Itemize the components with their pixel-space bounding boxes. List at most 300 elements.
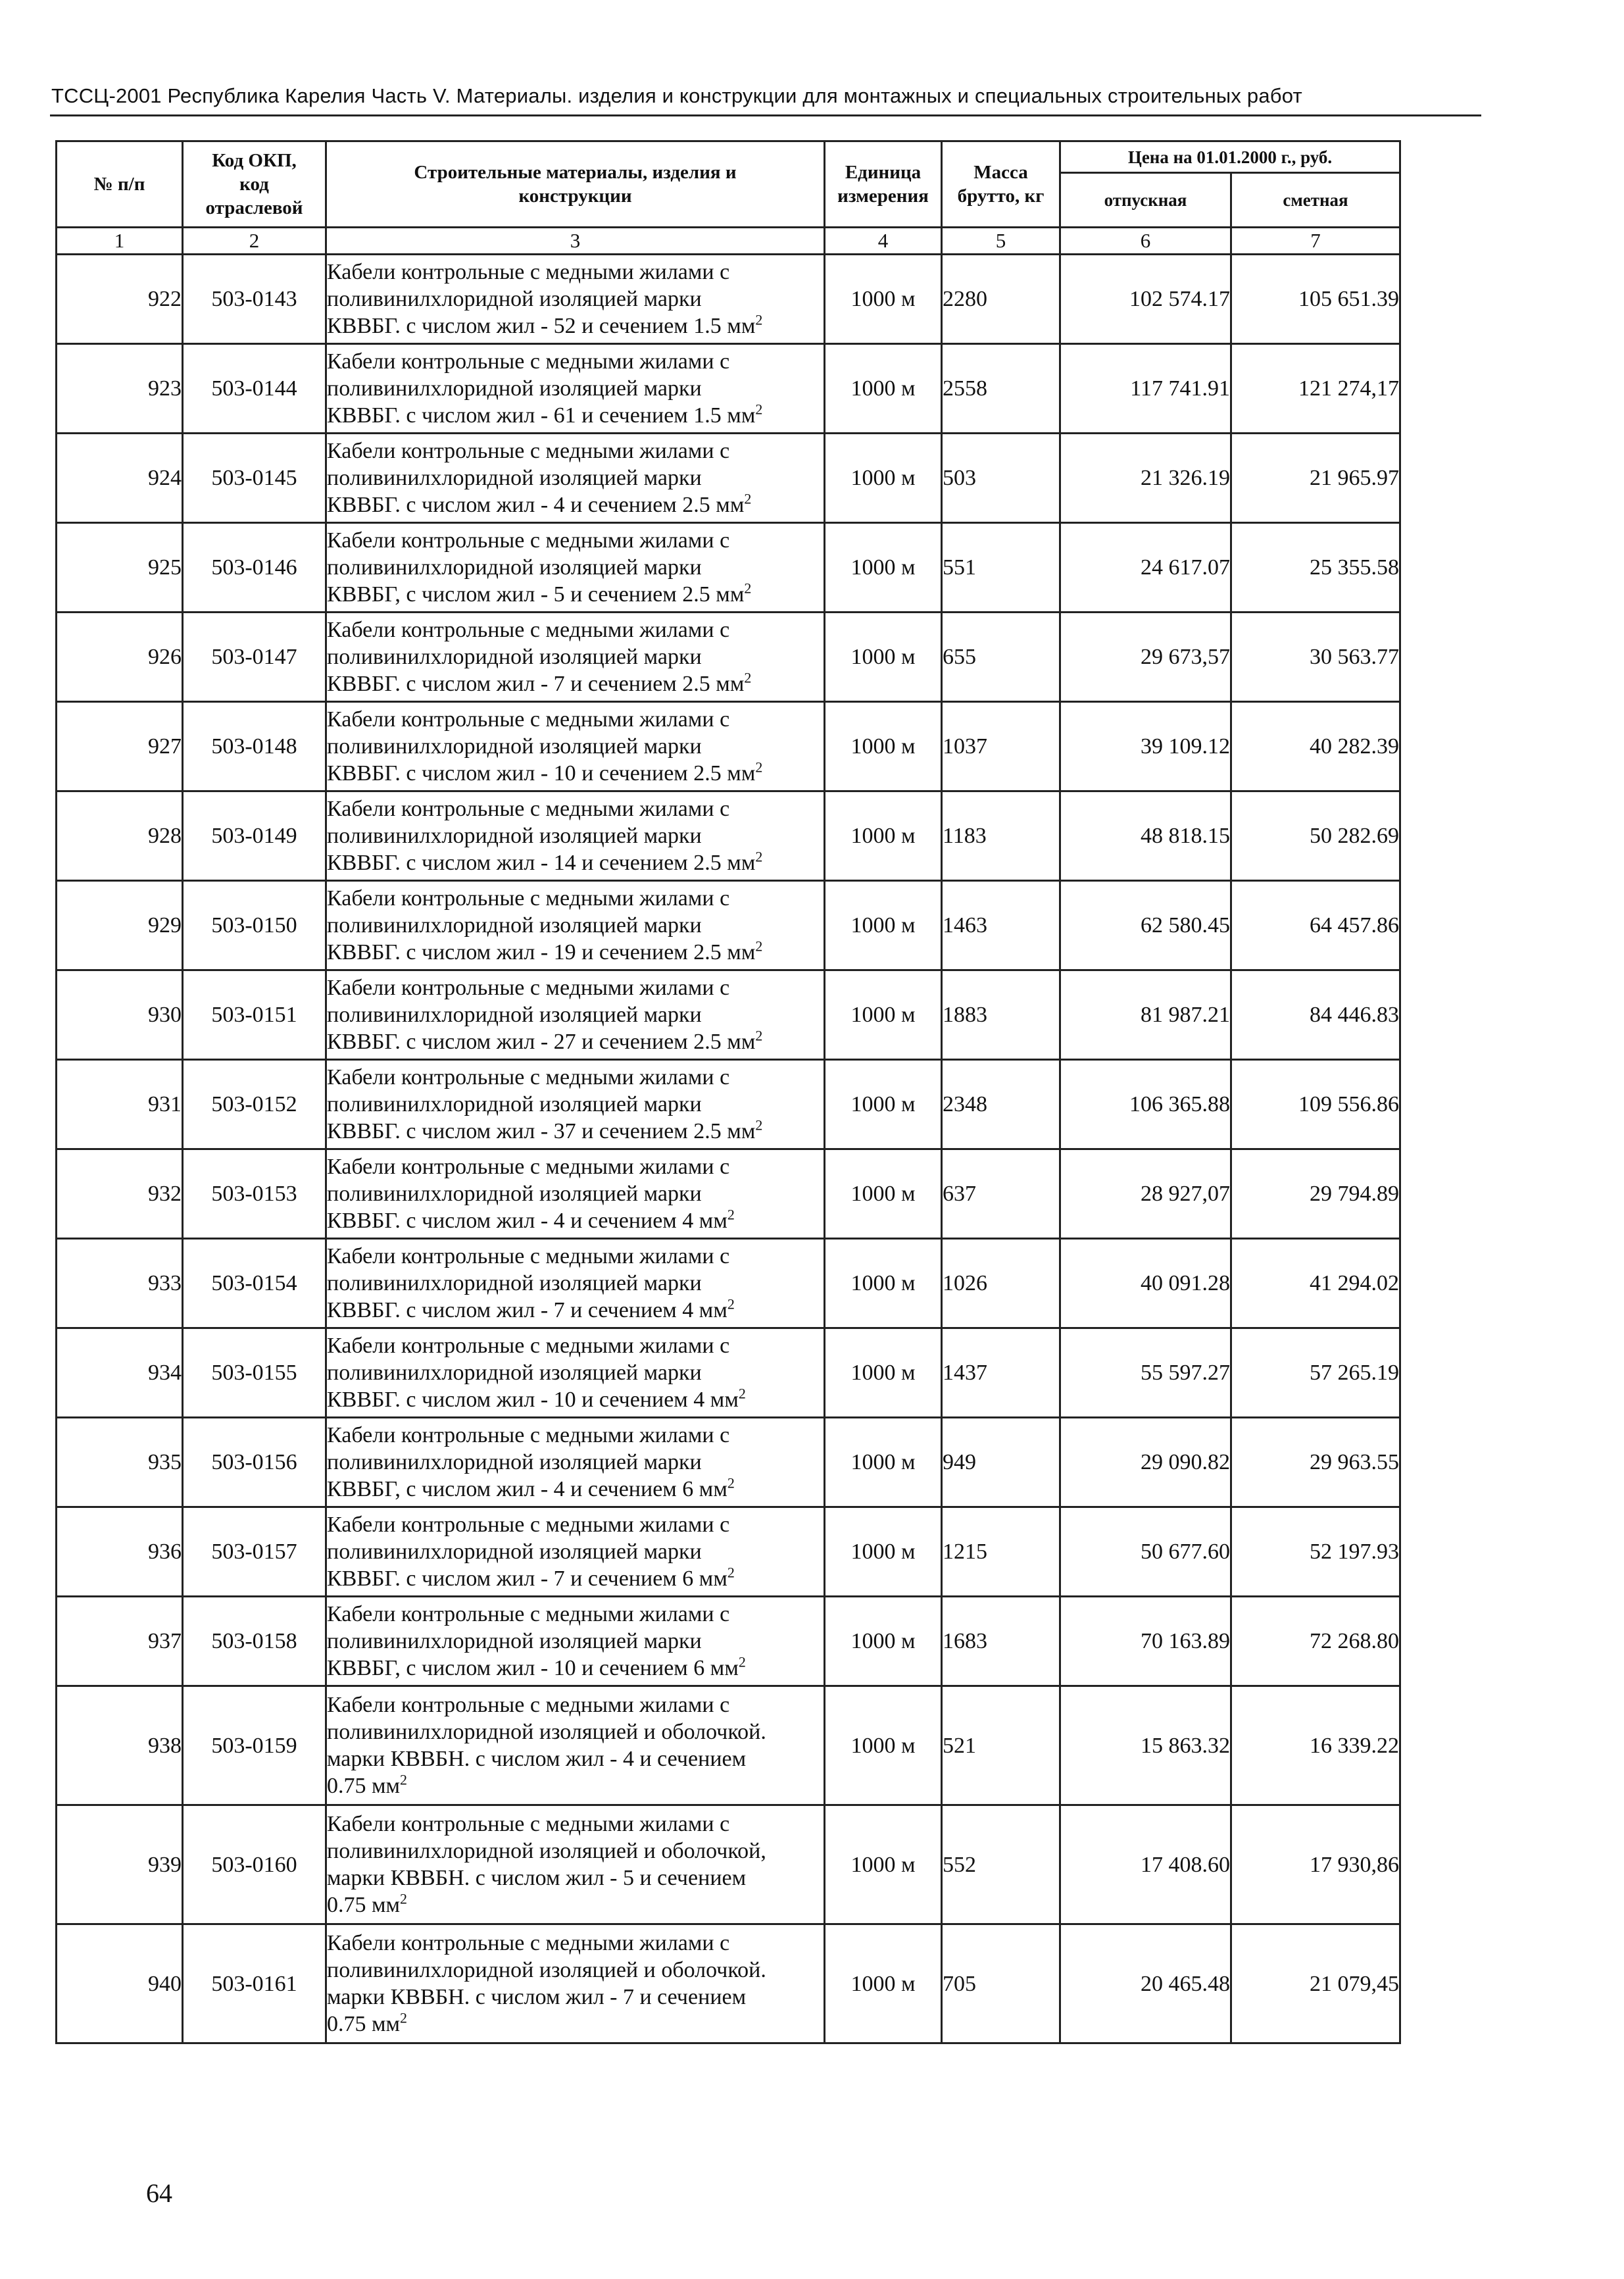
unit-of-measure: 1000 м xyxy=(825,1597,942,1686)
column-number-row xyxy=(57,228,1400,255)
description-text: КВВБГ. с числом жил - 52 и сечением 1.5 мм xyxy=(327,314,756,338)
okp-code: 503-0157 xyxy=(183,1507,326,1597)
description-text: КВВБГ. с числом жил - 10 и сечением 4 мм xyxy=(327,1388,739,1412)
description-text: поливинилхлоридной изоляцией марки xyxy=(327,376,702,401)
unit-of-measure: 1000 м xyxy=(825,1328,942,1418)
description-line xyxy=(327,1449,824,1476)
description-text: Кабели контрольные с медными жилами с xyxy=(327,886,730,911)
description-text: 0.75 мм xyxy=(327,1774,401,1798)
material-description xyxy=(326,1805,825,1924)
release-price: 24 617.07 xyxy=(1060,523,1231,613)
table-row xyxy=(57,1507,1400,1597)
estimate-price: 57 265.19 xyxy=(1231,1328,1400,1418)
page-number: 64 xyxy=(146,2178,172,2208)
table-row xyxy=(57,1597,1400,1686)
row-number: 923 xyxy=(57,344,183,434)
release-price: 21 326.19 xyxy=(1060,434,1231,523)
estimate-price: 52 197.93 xyxy=(1231,1507,1400,1597)
gross-mass: 1463 xyxy=(942,881,1060,970)
description-line xyxy=(327,1655,824,1682)
gross-mass: 1883 xyxy=(942,970,1060,1060)
table-row xyxy=(57,881,1400,970)
unit-superscript: 2 xyxy=(744,669,752,686)
description-line xyxy=(327,1957,824,1984)
material-description xyxy=(326,1924,825,2043)
estimate-price: 105 651.39 xyxy=(1231,255,1400,344)
unit-of-measure: 1000 м xyxy=(825,791,942,881)
gross-mass: 551 xyxy=(942,523,1060,613)
gross-mass: 949 xyxy=(942,1418,1060,1507)
okp-code: 503-0154 xyxy=(183,1239,326,1328)
description-line xyxy=(327,581,824,608)
description-text: Кабели контрольные с медными жилами с xyxy=(327,260,730,284)
description-text: поливинилхлоридной изоляцией марки xyxy=(327,1092,702,1116)
description-text: поливинилхлоридной изоляцией марки xyxy=(327,1629,702,1653)
estimate-price: 41 294.02 xyxy=(1231,1239,1400,1328)
gross-mass: 503 xyxy=(942,434,1060,523)
description-text: Кабели контрольные с медными жилами с xyxy=(327,1602,730,1626)
description-line xyxy=(327,795,824,822)
material-description xyxy=(326,1149,825,1239)
unit-superscript: 2 xyxy=(744,490,752,507)
gross-mass: 705 xyxy=(942,1924,1060,2043)
description-text: Кабели контрольные с медными жилами с xyxy=(327,439,730,463)
col-header-materials xyxy=(326,141,825,228)
estimate-price: 16 339.22 xyxy=(1231,1686,1400,1805)
estimate-price: 109 556.86 xyxy=(1231,1060,1400,1149)
okp-code: 503-0158 xyxy=(183,1597,326,1686)
table-body xyxy=(57,255,1400,2043)
description-line xyxy=(327,1064,824,1091)
description-line xyxy=(327,822,824,849)
description-text: поливинилхлоридной изоляцией марки xyxy=(327,287,702,311)
unit-superscript: 2 xyxy=(738,1653,746,1670)
table-row xyxy=(57,255,1400,344)
release-price: 15 863.32 xyxy=(1060,1686,1231,1805)
row-number: 925 xyxy=(57,523,183,613)
description-line xyxy=(327,1601,824,1628)
table-row xyxy=(57,1686,1400,1805)
material-description xyxy=(326,1686,825,1805)
description-text: КВВБГ. с числом жил - 10 и сечением 2.5 мм xyxy=(327,761,756,786)
col-header-price-group: Цена на 01.01.2000 г., руб. xyxy=(1060,141,1400,173)
description-line xyxy=(327,1476,824,1503)
row-number: 940 xyxy=(57,1924,183,2043)
estimate-price: 17 930,86 xyxy=(1231,1805,1400,1924)
okp-code: 503-0155 xyxy=(183,1328,326,1418)
description-text: КВВБГ. с числом жил - 61 и сечением 1.5 мм xyxy=(327,403,756,428)
unit-superscript: 2 xyxy=(738,1385,746,1402)
description-line xyxy=(327,1838,824,1865)
description-text: поливинилхлоридной изоляцией марки xyxy=(327,1003,702,1027)
release-price: 102 574.17 xyxy=(1060,255,1231,344)
row-number: 939 xyxy=(57,1805,183,1924)
description-text: КВВБГ. с числом жил - 4 и сечением 2.5 мм xyxy=(327,493,745,517)
description-line xyxy=(327,1691,824,1718)
unit-of-measure: 1000 м xyxy=(825,613,942,702)
description-text: КВВБГ, с числом жил - 4 и сечением 6 мм xyxy=(327,1477,727,1501)
description-line xyxy=(327,1565,824,1592)
estimate-price: 21 079,45 xyxy=(1231,1924,1400,2043)
document-header: ТССЦ-2001 Республика Карелия Часть V. Материалы. изделия и конструкции для монтажных и специальных строительных работ xyxy=(51,84,1302,107)
material-description xyxy=(326,1239,825,1328)
table-row xyxy=(57,434,1400,523)
estimate-price: 121 274,17 xyxy=(1231,344,1400,434)
description-text: поливинилхлоридной изоляцией и оболочкой, xyxy=(327,1839,766,1863)
release-price: 55 597.27 xyxy=(1060,1328,1231,1418)
description-line xyxy=(327,286,824,313)
col-header-materials-line: Строительные материалы, изделия и xyxy=(414,162,737,183)
release-price: 20 465.48 xyxy=(1060,1924,1231,2043)
gross-mass: 1026 xyxy=(942,1239,1060,1328)
unit-superscript: 2 xyxy=(755,848,763,865)
release-price: 29 673,57 xyxy=(1060,613,1231,702)
unit-superscript: 2 xyxy=(755,759,763,776)
estimate-price: 72 268.80 xyxy=(1231,1597,1400,1686)
description-text: КВВБГ. с числом жил - 7 и сечением 2.5 мм xyxy=(327,672,745,696)
col-header-unit xyxy=(825,141,942,228)
description-text: 0.75 мм xyxy=(327,1893,401,1917)
description-line xyxy=(327,1718,824,1745)
description-text: КВВБГ. с числом жил - 4 и сечением 4 мм xyxy=(327,1209,727,1233)
description-line xyxy=(327,1243,824,1270)
okp-code: 503-0147 xyxy=(183,613,326,702)
description-text: КВВБГ. с числом жил - 7 и сечением 4 мм xyxy=(327,1298,727,1322)
material-description xyxy=(326,1418,825,1507)
col-header-mass-line: брутто, кг xyxy=(957,186,1045,207)
description-line xyxy=(327,1628,824,1655)
row-number: 933 xyxy=(57,1239,183,1328)
description-line xyxy=(327,1930,824,1957)
description-line xyxy=(327,554,824,581)
material-description xyxy=(326,791,825,881)
gross-mass: 1215 xyxy=(942,1507,1060,1597)
col-header-okp-code xyxy=(183,141,326,228)
unit-superscript: 2 xyxy=(400,1771,408,1788)
table-row xyxy=(57,1805,1400,1924)
description-line xyxy=(327,1207,824,1234)
unit-superscript: 2 xyxy=(727,1206,735,1223)
release-price: 106 365.88 xyxy=(1060,1060,1231,1149)
col-header-number: № п/п xyxy=(57,141,183,228)
col-header-okp-line: отраслевой xyxy=(205,197,303,218)
description-line xyxy=(327,616,824,643)
description-text: поливинилхлоридной изоляцией марки xyxy=(327,555,702,580)
description-line xyxy=(327,706,824,733)
okp-code: 503-0146 xyxy=(183,523,326,613)
table-row xyxy=(57,344,1400,434)
description-line xyxy=(327,491,824,518)
table-row xyxy=(57,702,1400,791)
description-text: Кабели контрольные с медными жилами с xyxy=(327,1423,730,1447)
row-number: 936 xyxy=(57,1507,183,1597)
description-line xyxy=(327,885,824,912)
table-row xyxy=(57,613,1400,702)
unit-superscript: 2 xyxy=(400,1890,408,1907)
description-text: поливинилхлоридной изоляцией марки xyxy=(327,645,702,669)
description-text: Кабели контрольные с медными жилами с xyxy=(327,1812,730,1836)
description-line xyxy=(327,733,824,760)
unit-of-measure: 1000 м xyxy=(825,344,942,434)
row-number: 932 xyxy=(57,1149,183,1239)
table-row xyxy=(57,523,1400,613)
column-number: 3 xyxy=(326,228,825,255)
okp-code: 503-0160 xyxy=(183,1805,326,1924)
material-description xyxy=(326,881,825,970)
description-line xyxy=(327,1811,824,1838)
description-text: КВВБГ. с числом жил - 27 и сечением 2.5 мм xyxy=(327,1030,756,1054)
release-price: 29 090.82 xyxy=(1060,1418,1231,1507)
okp-code: 503-0156 xyxy=(183,1418,326,1507)
description-text: поливинилхлоридной изоляцией и оболочкой. xyxy=(327,1958,766,1982)
unit-of-measure: 1000 м xyxy=(825,1924,942,2043)
gross-mass: 2348 xyxy=(942,1060,1060,1149)
description-line xyxy=(327,974,824,1001)
gross-mass: 521 xyxy=(942,1686,1060,1805)
description-line xyxy=(327,1386,824,1413)
unit-of-measure: 1000 м xyxy=(825,1507,942,1597)
col-header-unit-line: Единица xyxy=(845,162,922,183)
description-text: поливинилхлоридной изоляцией марки xyxy=(327,466,702,490)
table-row xyxy=(57,970,1400,1060)
estimate-price: 29 794.89 xyxy=(1231,1149,1400,1239)
unit-superscript: 2 xyxy=(755,1027,763,1044)
description-text: 0.75 мм xyxy=(327,2012,401,2036)
description-line xyxy=(327,375,824,402)
description-line xyxy=(327,1001,824,1028)
description-text: марки КВВБН. с числом жил - 7 и сечением xyxy=(327,1985,747,2009)
description-text: поливинилхлоридной изоляцией марки xyxy=(327,1271,702,1295)
description-line xyxy=(327,438,824,464)
release-price: 48 818.15 xyxy=(1060,791,1231,881)
description-line xyxy=(327,1180,824,1207)
table-row xyxy=(57,1328,1400,1418)
column-number: 2 xyxy=(183,228,326,255)
unit-superscript: 2 xyxy=(400,2009,408,2026)
release-price: 62 580.45 xyxy=(1060,881,1231,970)
gross-mass: 637 xyxy=(942,1149,1060,1239)
description-line xyxy=(327,402,824,429)
description-text: Кабели контрольные с медными жилами с xyxy=(327,1155,730,1179)
okp-code: 503-0151 xyxy=(183,970,326,1060)
unit-superscript: 2 xyxy=(727,1474,735,1491)
okp-code: 503-0149 xyxy=(183,791,326,881)
description-line xyxy=(327,527,824,554)
okp-code: 503-0150 xyxy=(183,881,326,970)
table-row xyxy=(57,1239,1400,1328)
okp-code: 503-0144 xyxy=(183,344,326,434)
description-line xyxy=(327,1028,824,1055)
description-text: КВВБГ. с числом жил - 14 и сечением 2.5 мм xyxy=(327,851,756,875)
row-number: 938 xyxy=(57,1686,183,1805)
unit-superscript: 2 xyxy=(755,401,763,418)
table-row xyxy=(57,1149,1400,1239)
description-text: КВВБГ, с числом жил - 5 и сечением 2.5 мм xyxy=(327,582,745,607)
material-description xyxy=(326,344,825,434)
okp-code: 503-0145 xyxy=(183,434,326,523)
description-text: КВВБГ. с числом жил - 19 и сечением 2.5 мм xyxy=(327,940,756,964)
material-description xyxy=(326,523,825,613)
description-text: Кабели контрольные с медными жилами с xyxy=(327,618,730,642)
material-description xyxy=(326,255,825,344)
material-description xyxy=(326,1060,825,1149)
material-description xyxy=(326,434,825,523)
estimate-price: 40 282.39 xyxy=(1231,702,1400,791)
description-text: Кабели контрольные с медными жилами с xyxy=(327,349,730,374)
row-number: 930 xyxy=(57,970,183,1060)
description-line xyxy=(327,939,824,966)
okp-code: 503-0152 xyxy=(183,1060,326,1149)
description-text: Кабели контрольные с медными жилами с xyxy=(327,1065,730,1089)
estimate-price: 84 446.83 xyxy=(1231,970,1400,1060)
unit-of-measure: 1000 м xyxy=(825,523,942,613)
estimate-price: 50 282.69 xyxy=(1231,791,1400,881)
row-number: 928 xyxy=(57,791,183,881)
col-header-estimate-price: сметная xyxy=(1231,173,1400,228)
description-text: Кабели контрольные с медными жилами с xyxy=(327,1244,730,1268)
gross-mass: 2280 xyxy=(942,255,1060,344)
gross-mass: 655 xyxy=(942,613,1060,702)
description-line xyxy=(327,1091,824,1118)
column-number: 5 xyxy=(942,228,1060,255)
description-line xyxy=(327,1772,824,1799)
description-line xyxy=(327,259,824,286)
release-price: 39 109.12 xyxy=(1060,702,1231,791)
okp-code: 503-0161 xyxy=(183,1924,326,2043)
gross-mass: 1037 xyxy=(942,702,1060,791)
gross-mass: 552 xyxy=(942,1805,1060,1924)
description-line xyxy=(327,643,824,670)
column-number: 1 xyxy=(57,228,183,255)
description-line xyxy=(327,1865,824,1891)
description-line xyxy=(327,670,824,697)
description-line xyxy=(327,1422,824,1449)
gross-mass: 1683 xyxy=(942,1597,1060,1686)
row-number: 935 xyxy=(57,1418,183,1507)
release-price: 50 677.60 xyxy=(1060,1507,1231,1597)
unit-superscript: 2 xyxy=(727,1295,735,1313)
col-header-okp-line: код xyxy=(239,174,269,195)
col-header-mass xyxy=(942,141,1060,228)
description-line xyxy=(327,1118,824,1145)
row-number: 922 xyxy=(57,255,183,344)
description-text: марки КВВБН. с числом жил - 5 и сечением xyxy=(327,1866,747,1890)
description-text: Кабели контрольные с медными жилами с xyxy=(327,976,730,1000)
unit-of-measure: 1000 м xyxy=(825,1060,942,1149)
okp-code: 503-0148 xyxy=(183,702,326,791)
row-number: 931 xyxy=(57,1060,183,1149)
description-line xyxy=(327,313,824,339)
material-description xyxy=(326,702,825,791)
release-price: 117 741.91 xyxy=(1060,344,1231,434)
col-header-materials-line: конструкции xyxy=(518,186,632,207)
description-line xyxy=(327,1745,824,1772)
unit-superscript: 2 xyxy=(727,1564,735,1581)
description-text: Кабели контрольные с медными жилами с xyxy=(327,528,730,553)
description-text: поливинилхлоридной изоляцией марки xyxy=(327,1182,702,1206)
description-text: поливинилхлоридной изоляцией марки xyxy=(327,1450,702,1474)
unit-superscript: 2 xyxy=(755,938,763,955)
estimate-price: 25 355.58 xyxy=(1231,523,1400,613)
description-text: Кабели контрольные с медными жилами с xyxy=(327,1931,730,1955)
unit-of-measure: 1000 м xyxy=(825,881,942,970)
estimate-price: 64 457.86 xyxy=(1231,881,1400,970)
material-description xyxy=(326,1328,825,1418)
description-line xyxy=(327,912,824,939)
description-text: поливинилхлоридной изоляцией марки xyxy=(327,1540,702,1564)
release-price: 40 091.28 xyxy=(1060,1239,1231,1328)
description-line xyxy=(327,2011,824,2038)
okp-code: 503-0153 xyxy=(183,1149,326,1239)
description-text: Кабели контрольные с медными жилами с xyxy=(327,1513,730,1537)
gross-mass: 1437 xyxy=(942,1328,1060,1418)
row-number: 927 xyxy=(57,702,183,791)
description-line xyxy=(327,1359,824,1386)
table-row xyxy=(57,791,1400,881)
description-text: Кабели контрольные с медными жилами с xyxy=(327,1693,730,1717)
col-header-release-price: отпускная xyxy=(1060,173,1231,228)
description-text: поливинилхлоридной изоляцией марки xyxy=(327,824,702,848)
col-header-unit-line: измерения xyxy=(837,186,929,207)
estimate-price: 21 965.97 xyxy=(1231,434,1400,523)
unit-of-measure: 1000 м xyxy=(825,434,942,523)
table-row xyxy=(57,1418,1400,1507)
description-text: КВВБГ. с числом жил - 37 и сечением 2.5 мм xyxy=(327,1119,756,1143)
material-description xyxy=(326,1507,825,1597)
description-text: поливинилхлоридной изоляцией марки xyxy=(327,734,702,759)
description-text: марки КВВБН. с числом жил - 4 и сечением xyxy=(327,1747,747,1771)
description-line xyxy=(327,1153,824,1180)
unit-superscript: 2 xyxy=(744,580,752,597)
unit-of-measure: 1000 м xyxy=(825,1686,942,1805)
description-text: Кабели контрольные с медными жилами с xyxy=(327,707,730,732)
header-rule xyxy=(50,114,1481,116)
description-text: Кабели контрольные с медными жилами с xyxy=(327,1334,730,1358)
row-number: 934 xyxy=(57,1328,183,1418)
estimate-price: 30 563.77 xyxy=(1231,613,1400,702)
row-number: 937 xyxy=(57,1597,183,1686)
description-line xyxy=(327,849,824,876)
row-number: 929 xyxy=(57,881,183,970)
release-price: 81 987.21 xyxy=(1060,970,1231,1060)
description-text: КВВБГ. с числом жил - 7 и сечением 6 мм xyxy=(327,1566,727,1591)
description-text: КВВБГ, с числом жил - 10 и сечением 6 мм xyxy=(327,1656,739,1680)
description-line xyxy=(327,348,824,375)
material-description xyxy=(326,970,825,1060)
description-text: поливинилхлоридной изоляцией марки xyxy=(327,1361,702,1385)
description-line xyxy=(327,1511,824,1538)
description-line xyxy=(327,1891,824,1918)
description-text: поливинилхлоридной изоляцией марки xyxy=(327,913,702,938)
col-header-mass-line: Масса xyxy=(973,162,1028,183)
description-line xyxy=(327,1332,824,1359)
column-number: 4 xyxy=(825,228,942,255)
row-number: 926 xyxy=(57,613,183,702)
row-number: 924 xyxy=(57,434,183,523)
column-number: 7 xyxy=(1231,228,1400,255)
unit-of-measure: 1000 м xyxy=(825,1149,942,1239)
description-line xyxy=(327,1270,824,1297)
gross-mass: 1183 xyxy=(942,791,1060,881)
price-table xyxy=(55,140,1401,2044)
gross-mass: 2558 xyxy=(942,344,1060,434)
column-number: 6 xyxy=(1060,228,1231,255)
okp-code: 503-0143 xyxy=(183,255,326,344)
release-price: 17 408.60 xyxy=(1060,1805,1231,1924)
release-price: 28 927,07 xyxy=(1060,1149,1231,1239)
table-row xyxy=(57,1060,1400,1149)
unit-of-measure: 1000 м xyxy=(825,255,942,344)
